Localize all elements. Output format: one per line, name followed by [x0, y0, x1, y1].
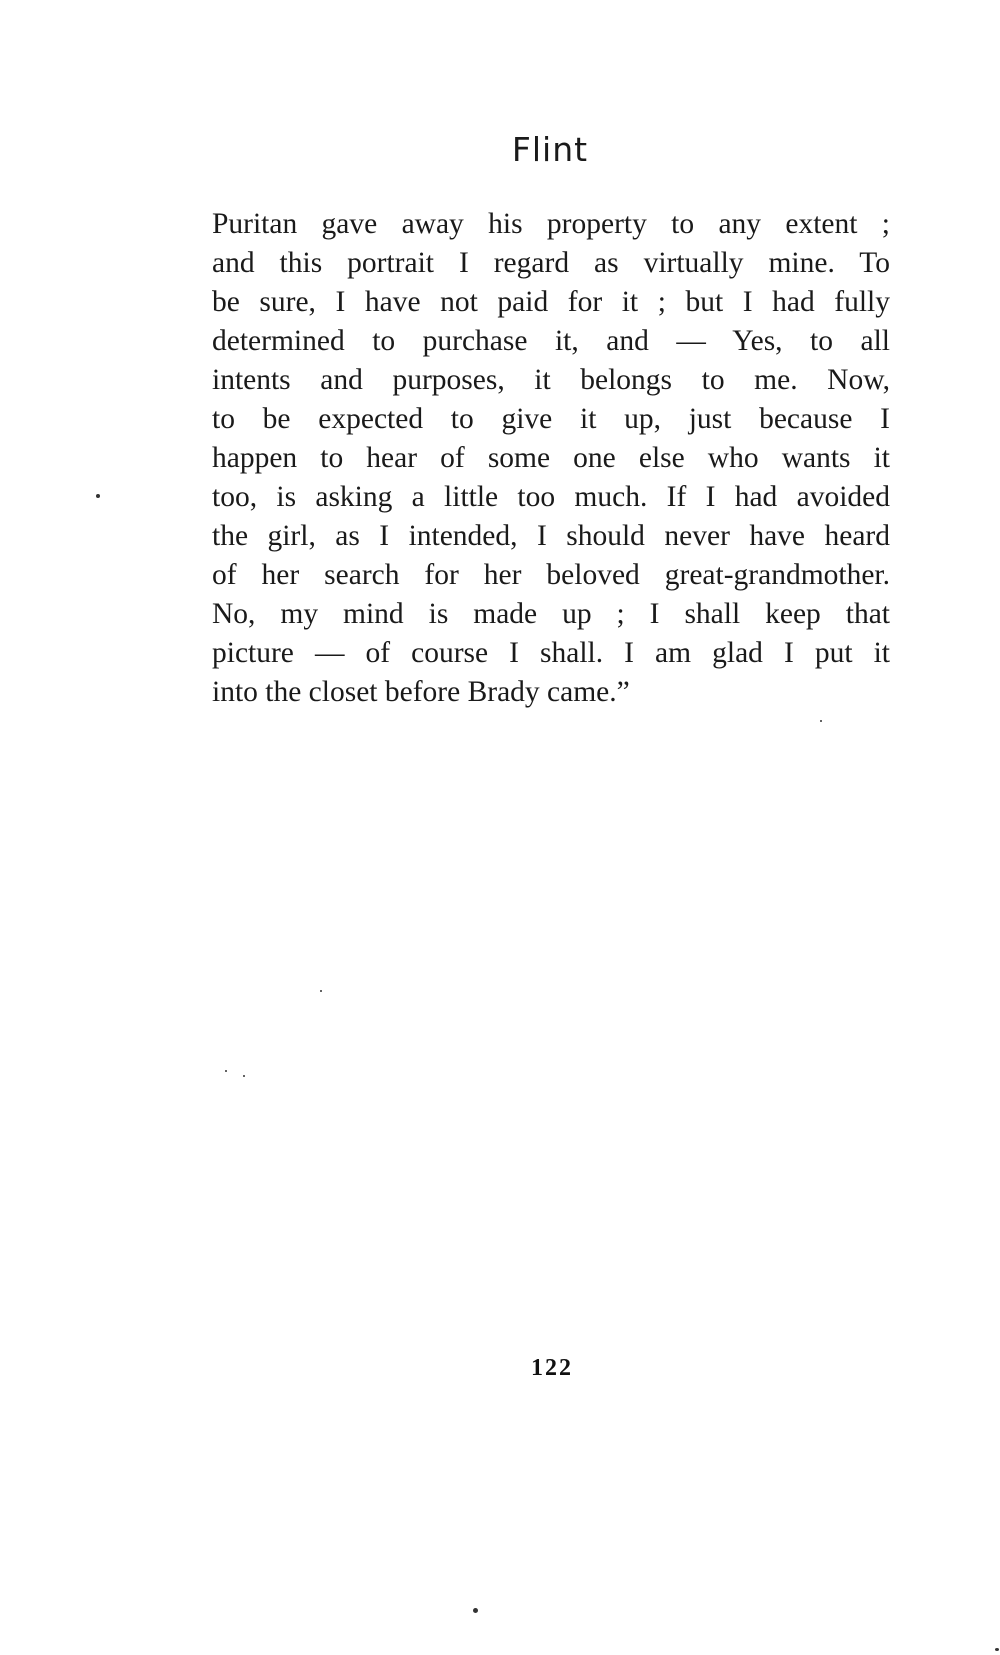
text-line: into the closet before Brady came.”	[212, 676, 630, 708]
scan-speck	[96, 494, 100, 498]
scan-speck	[243, 1075, 245, 1077]
text-line: intents and purposes, it belongs to me. Now,	[212, 364, 890, 396]
text-line: and this portrait I regard as virtually mine. To	[212, 247, 890, 279]
text-line: No, my mind is made up ; I shall keep that	[212, 598, 890, 630]
text-line: happen to hear of some one else who wants it	[212, 442, 890, 474]
text-line: Puritan gave away his property to any extent ;	[212, 208, 890, 240]
body-text	[212, 205, 890, 712]
scan-speck	[473, 1608, 478, 1613]
page-number	[0, 1355, 1000, 1382]
text-line: of her search for her beloved great-grandmother.	[212, 559, 890, 591]
text-line: the girl, as I intended, I should never have heard	[212, 520, 890, 552]
page-number-value: 122	[531, 1355, 573, 1381]
scan-speck	[320, 990, 322, 992]
running-head	[0, 130, 1000, 169]
text-line: picture — of course I shall. I am glad I put it	[212, 637, 890, 669]
scan-speck	[995, 1648, 999, 1651]
text-line: determined to purchase it, and — Yes, to all	[212, 325, 890, 357]
text-line: to be expected to give it up, just because I	[212, 403, 890, 435]
scan-speck	[820, 720, 822, 722]
text-line: be sure, I have not paid for it ; but I had fully	[212, 286, 890, 318]
text-line: too, is asking a little too much. If I had avoided	[212, 481, 890, 513]
running-head-title: Flint	[511, 130, 589, 169]
scan-speck	[225, 1070, 227, 1072]
